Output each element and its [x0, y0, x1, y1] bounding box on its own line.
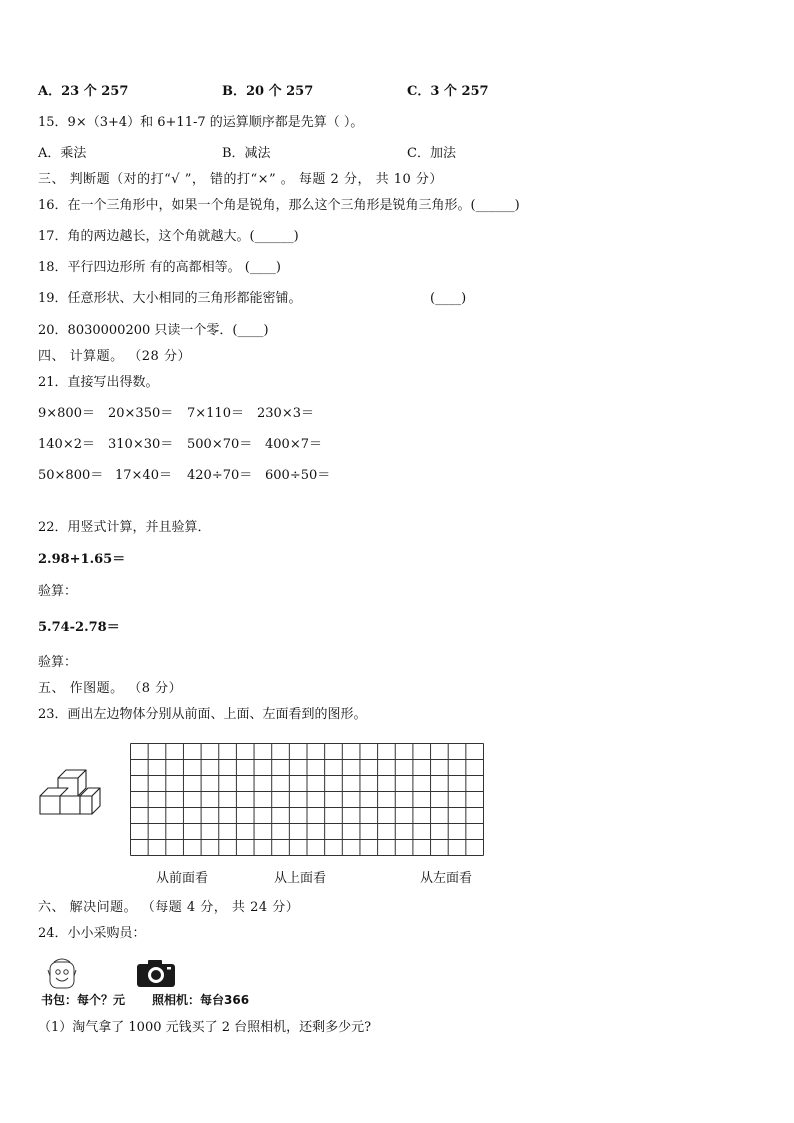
- q20: 20．8030000200 只读一个零．(____): [38, 323, 269, 338]
- calc-cell: 17×40＝: [115, 468, 172, 483]
- grid-label-left: 从左面看: [420, 871, 473, 886]
- expr2: 5.74-2.78＝: [38, 620, 120, 635]
- q15-stem: 15．9×（3+4）和 6+11-7 的运算顺序都是先算（ ）。: [38, 115, 364, 130]
- q19: 19．任意形状、大小相同的三角形都能密铺。: [38, 291, 302, 306]
- q19-blank: (____): [430, 291, 467, 306]
- grid-label-front: 从前面看: [156, 871, 209, 886]
- calc-cell: 500×70＝: [187, 437, 253, 452]
- check1: 验算：: [38, 584, 78, 599]
- calc-cell: 7×110＝: [187, 406, 244, 421]
- calc-cell: 140×2＝: [38, 437, 95, 452]
- calc-cell: 420÷70＝: [187, 468, 253, 483]
- drawing-grid[interactable]: [130, 743, 484, 856]
- item1-label: 书包：每个？元: [41, 993, 126, 1007]
- q21: 21．直接写出得数。: [38, 375, 159, 390]
- q14-option-b: B．20 个 257: [222, 84, 314, 99]
- section4-title: 四、 计算题。 （28 分）: [38, 349, 191, 364]
- cube-stack-icon: [36, 764, 104, 820]
- section5-title: 五、 作图题。 （8 分）: [38, 681, 183, 696]
- q14-option-c: C．3 个 257: [407, 84, 489, 99]
- grid-label-top: 从上面看: [274, 871, 327, 886]
- camera-icon: [136, 958, 176, 988]
- calc-cell: 230×3＝: [257, 406, 314, 421]
- q14-option-a: A．23 个 257: [38, 84, 129, 99]
- calc-cell: 50×800＝: [38, 468, 104, 483]
- q15-option-c: C．加法: [407, 146, 456, 161]
- q23: 23．画出左边物体分别从前面、上面、左面看到的图形。: [38, 707, 367, 722]
- q16: 16．在一个三角形中，如果一个角是锐角，那么这个三角形是锐角三角形。(______): [38, 198, 520, 213]
- calc-cell: 9×800＝: [38, 406, 95, 421]
- calc-cell: 400×7＝: [265, 437, 322, 452]
- section6-title: 六、 解决问题。 （每题 4 分， 共 24 分）: [38, 900, 300, 915]
- q18: 18．平行四边形所 有的高都相等。 (____): [38, 260, 281, 275]
- calc-cell: 20×350＝: [108, 406, 174, 421]
- calc-cell: 310×30＝: [108, 437, 174, 452]
- check2: 验算：: [38, 655, 78, 670]
- q17: 17．角的两边越长，这个角就越大。(______): [38, 229, 299, 244]
- q24-sub1: （1）淘气拿了 1000 元钱买了 2 台照相机，还剩多少元?: [38, 1020, 372, 1035]
- item2-label: 照相机：每台366: [152, 993, 250, 1007]
- q22: 22．用竖式计算，并且验算．: [38, 520, 211, 535]
- q15-option-b: B．减法: [222, 146, 271, 161]
- q24: 24．小小采购员：: [38, 926, 146, 941]
- calc-cell: 600÷50＝: [265, 468, 331, 483]
- backpack-icon: [44, 956, 80, 990]
- q15-option-a: A．乘法: [38, 146, 87, 161]
- section3-title: 三、 判断题（对的打“√ ”， 错的打“×” 。 每题 2 分， 共 10 分）: [38, 172, 443, 187]
- expr1: 2.98+1.65＝: [38, 552, 126, 567]
